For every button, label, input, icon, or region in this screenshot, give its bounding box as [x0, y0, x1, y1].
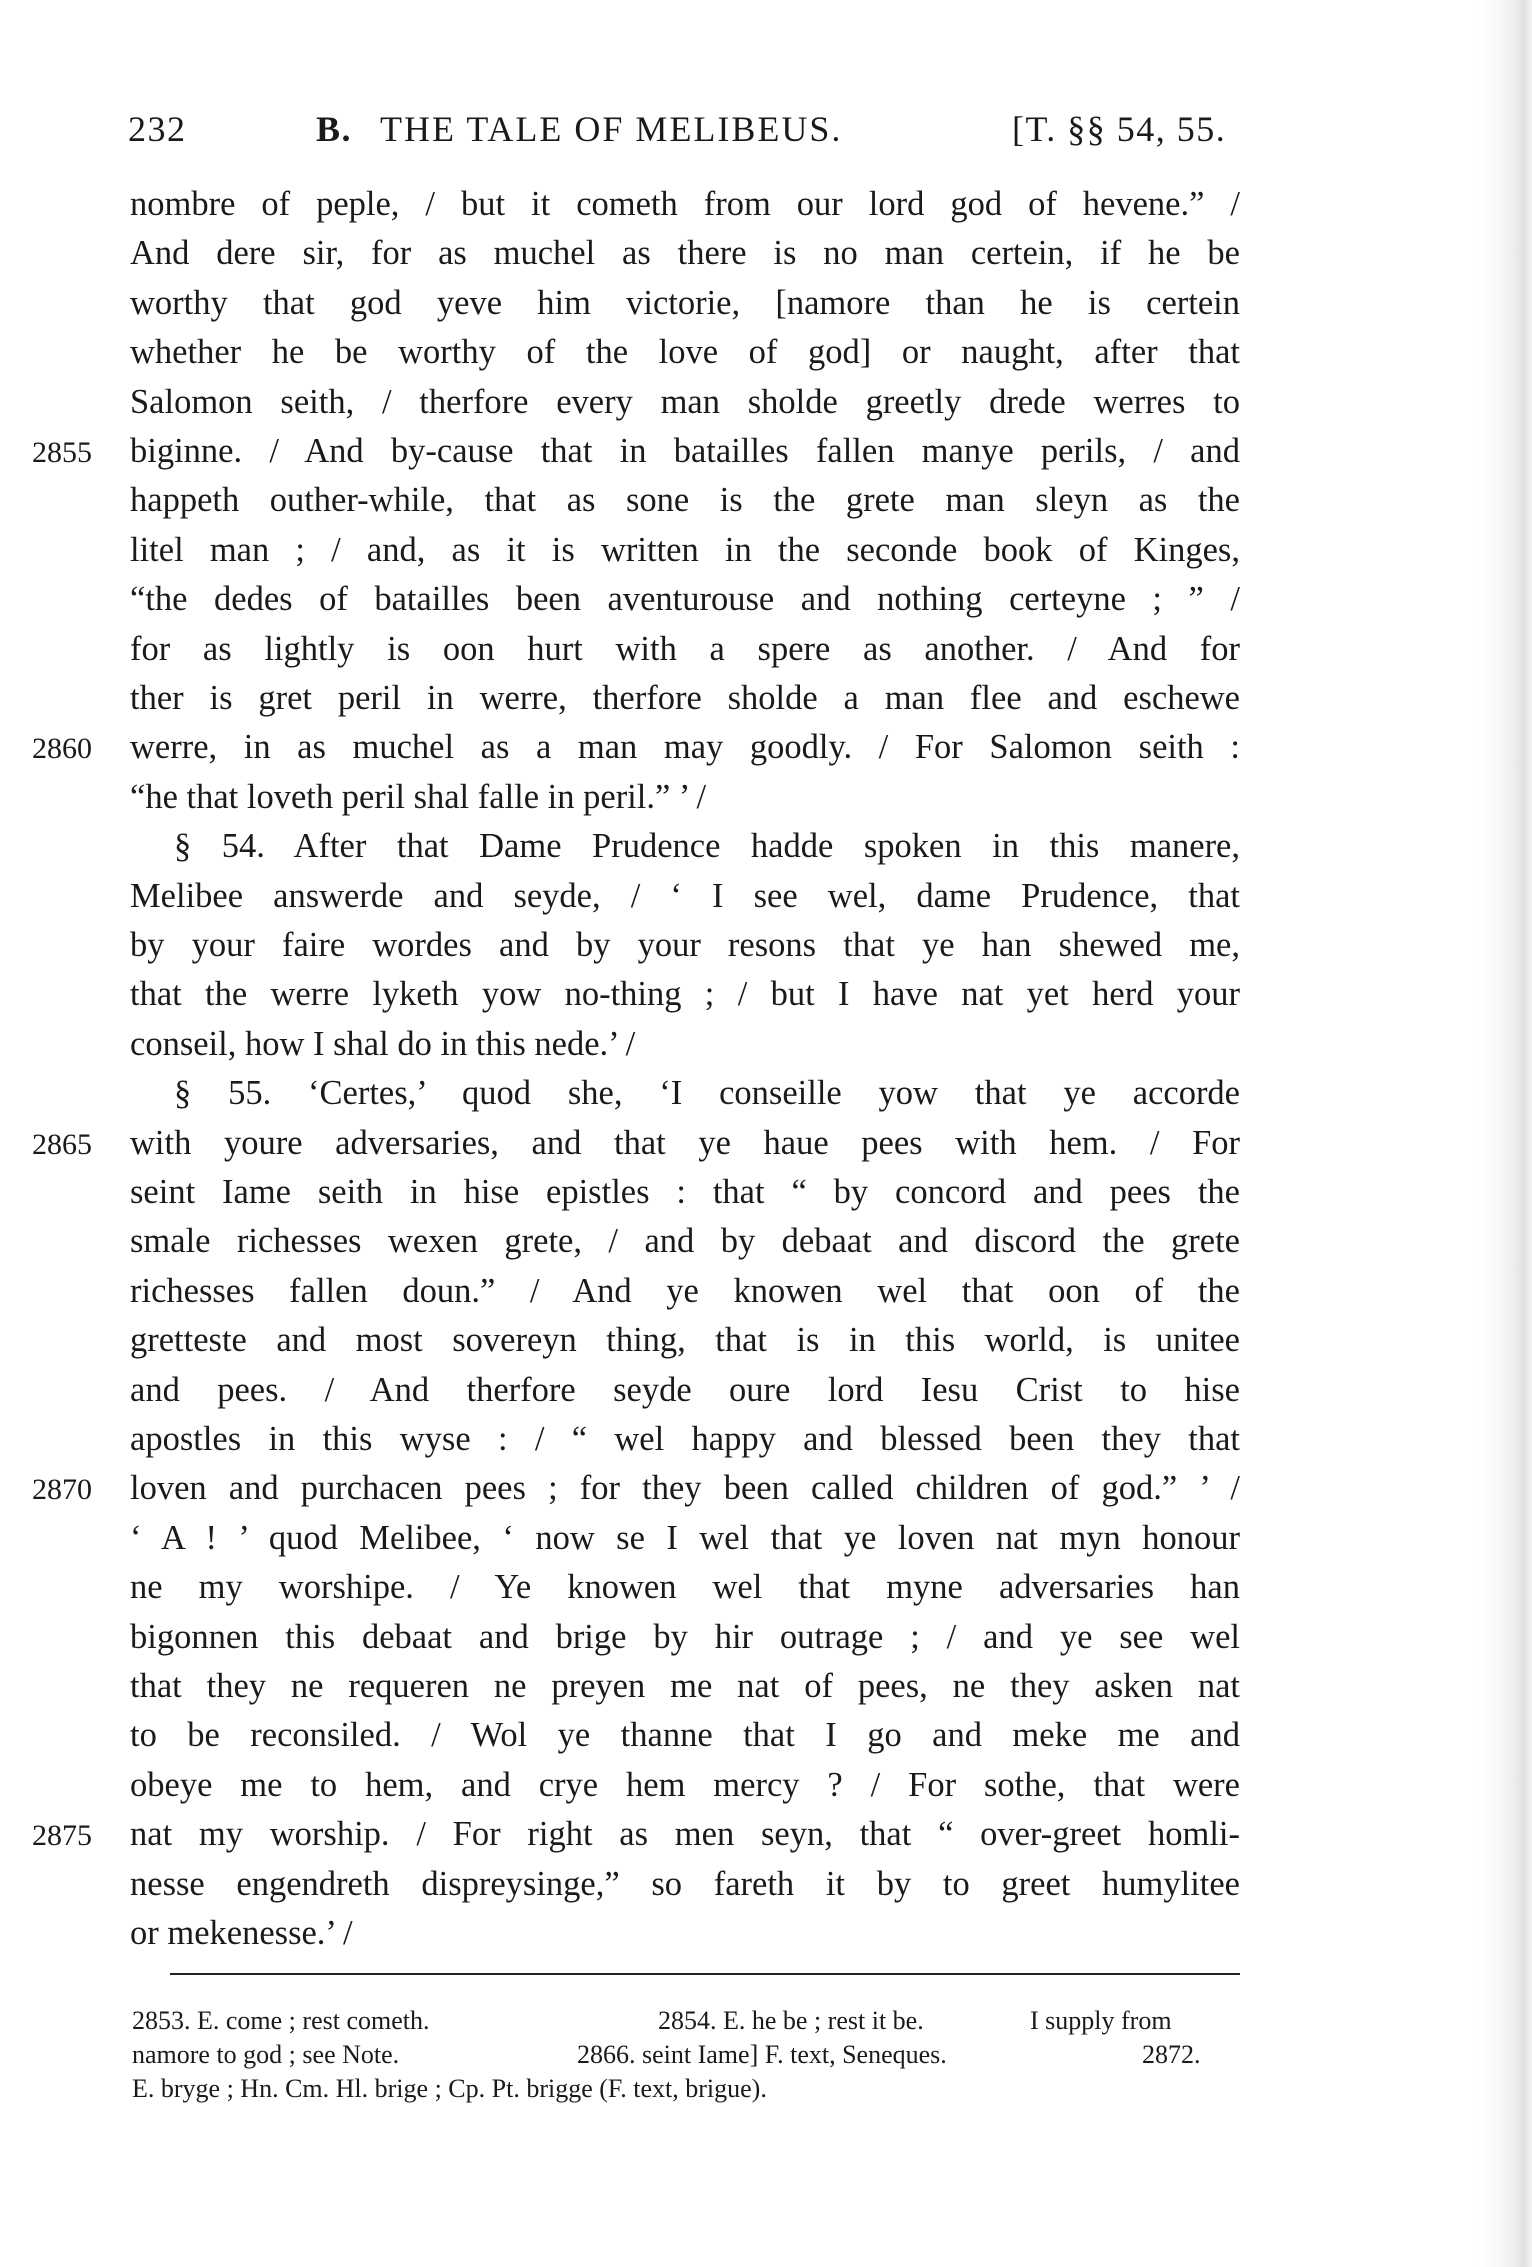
footnote-line	[132, 2071, 1242, 2107]
text-line: seint Iame seith in hise epistles : that “ by concord and pees the	[130, 1173, 1240, 1211]
text-line: ther is gret peril in werre, therfore sholde a man flee and eschewe	[130, 679, 1240, 717]
text-line: for as lightly is oon hurt with a spere as another. / And for	[130, 629, 1240, 668]
text-line: nesse engendreth dispreysinge,” so fareth it by to greet humylitee	[130, 1864, 1240, 1903]
text-line: that the werre lyketh yow no-thing ; / but I have nat yet herd your	[130, 975, 1240, 1014]
line-number: 2855	[32, 436, 92, 469]
footnote-entry: 2854. E. he be ; rest it be.	[658, 2006, 924, 2035]
text-line: by your faire wordes and by your resons that ye han shewed me,	[130, 926, 1240, 964]
footnote-entry: 2866. seint Iame] F. text, Seneques.	[577, 2040, 947, 2069]
text-line: Salomon seith, / therfore every man sholde greetly drede werres to	[130, 382, 1240, 421]
text-line: “the dedes of batailles been aventurouse and nothing certeyne ; ” /	[130, 580, 1240, 619]
footnote-entry: 2872.	[1142, 2040, 1201, 2069]
text-line: smale richesses wexen grete, / and by debaat and discord the grete	[130, 1222, 1240, 1261]
line-number: 2870	[32, 1473, 92, 1507]
running-header	[128, 108, 1248, 168]
text-line: “he that loveth peril shal falle in peril.” ’ /	[130, 777, 707, 816]
text-line: worthy that god yeve him victorie, [namore than he is certein	[130, 283, 1240, 322]
text-line: with youre adversaries, and that ye haue pees with hem. / For	[130, 1123, 1240, 1162]
footnote-entry: namore to god ; see Note.	[132, 2040, 400, 2069]
footnote-entry: I supply from	[1030, 2006, 1172, 2035]
text-line: Melibee answerde and seyde, / ‘ I see wel, dame Prudence, that	[130, 876, 1240, 915]
text-line: to be reconsiled. / Wol ye thanne that I go and meke me and	[130, 1716, 1240, 1755]
page-title: THE TALE OF MELIBEUS.	[380, 109, 843, 149]
footnote-line	[132, 2003, 1242, 2039]
footnote-rule	[170, 1973, 1240, 1975]
line-number: 2860	[32, 732, 92, 766]
text-line: And dere sir, for as muchel as there is no man certein, if he be	[130, 234, 1240, 273]
text-line: conseil, how I shal do in this nede.’ /	[130, 1024, 636, 1063]
scan-edge-shadow	[1478, 0, 1532, 2267]
text-line: litel man ; / and, as it is written in the seconde book of Kinges,	[130, 530, 1240, 569]
section-reference: [T. §§ 54, 55.	[1012, 109, 1227, 149]
line-number: 2865	[32, 1127, 92, 1161]
text-line: that they ne requeren ne preyen me nat of pees, ne they asken nat	[130, 1667, 1240, 1705]
text-line: whether he be worthy of the love of god] or naught, after that	[130, 333, 1240, 372]
text-line: and pees. / And therfore seyde oure lord Iesu Crist to hise	[130, 1370, 1240, 1409]
text-line: obeye me to hem, and crye hem mercy ? / For sothe, that were	[130, 1765, 1240, 1804]
text-line: apostles in this wyse : / “ wel happy and blessed been they that	[130, 1420, 1240, 1458]
text-line: § 54. After that Dame Prudence hadde spoken in this manere,	[174, 827, 1240, 866]
footnote-entry: E. bryge ; Hn. Cm. Hl. brige ; Cp. Pt. brigge (F. text, brigue).	[132, 2074, 767, 2103]
text-line: ‘ A ! ’ quod Melibee, ‘ now se I wel that ye loven nat myn honour	[130, 1518, 1240, 1557]
text-line: happeth outher-while, that as sone is the grete man sleyn as the	[130, 481, 1240, 520]
text-line: bigonnen this debaat and brige by hir outrage ; / and ye see wel	[130, 1617, 1240, 1656]
line-number: 2875	[32, 1819, 92, 1853]
text-line: werre, in as muchel as a man may goodly. / For Salomon seith :	[130, 728, 1240, 767]
text-line: loven and purchacen pees ; for they been called children of god.” ’ /	[130, 1469, 1240, 1508]
text-line: nombre of peple, / but it cometh from our lord god of hevene.” /	[130, 185, 1240, 223]
text-line: § 55. ‘Certes,’ quod she, ‘I conseille yow that ye accorde	[174, 1074, 1240, 1113]
footnote-entry: 2853. E. come ; rest cometh.	[132, 2006, 430, 2035]
text-line: gretteste and most sovereyn thing, that is in this world, is unitee	[130, 1321, 1240, 1360]
section-letter: B.	[316, 109, 353, 149]
text-line: nat my worship. / For right as men seyn, that “ over-greet homli-	[130, 1815, 1240, 1854]
footnote-line	[132, 2037, 1242, 2073]
text-line: biginne. / And by-cause that in batailles fallen manye perils, / and	[130, 432, 1240, 470]
page-number: 232	[128, 109, 187, 149]
text-line: ne my worshipe. / Ye knowen wel that myne adversaries han	[130, 1568, 1240, 1607]
text-line: or mekenesse.’ /	[130, 1914, 353, 1952]
text-line: richesses fallen doun.” / And ye knowen wel that oon of the	[130, 1271, 1240, 1310]
